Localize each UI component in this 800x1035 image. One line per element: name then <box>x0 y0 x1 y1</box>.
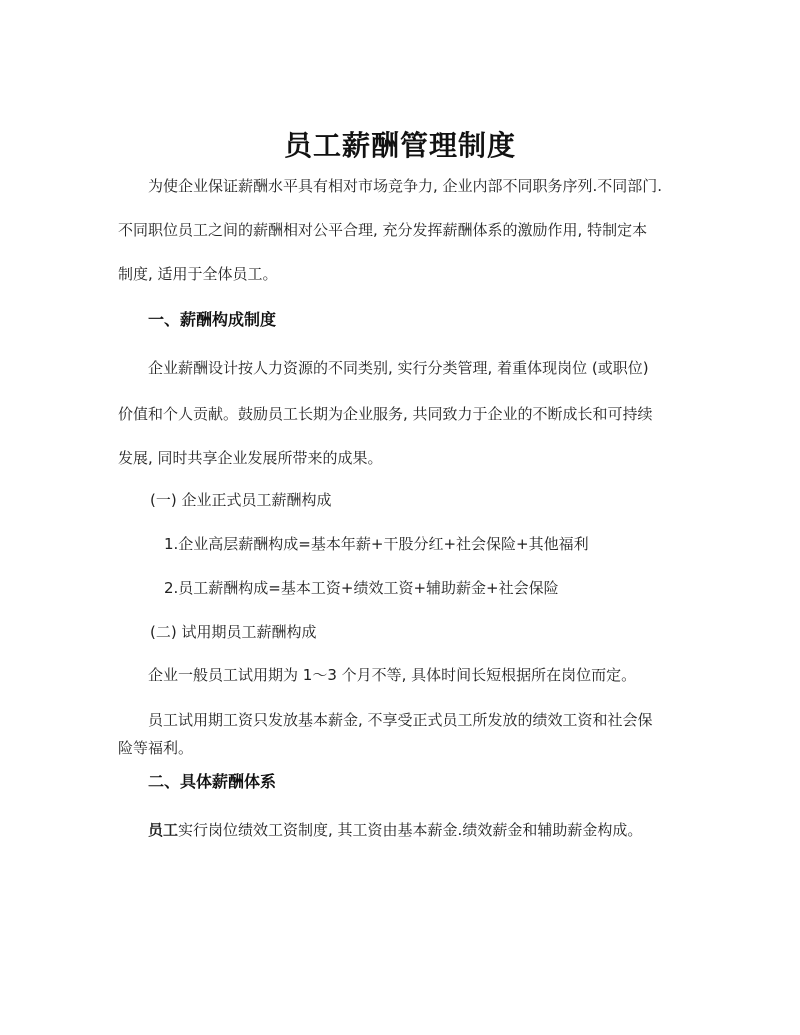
sub1-heading: (一) 企业正式员工薪酬构成 <box>150 491 332 509</box>
section1-heading: 一、薪酬构成制度 <box>148 310 277 329</box>
section2-heading: 二、具体薪酬体系 <box>148 772 277 791</box>
section2-text: 实行岗位绩效工资制度, 其工资由基本薪金.绩效薪金和辅助薪金构成。 <box>178 821 643 839</box>
sub1-item-1: 1.企业高层薪酬构成=基本年薪+干股分红+社会保险+其他福利 <box>164 535 589 553</box>
section2-lead-bold: 员工 <box>148 821 179 839</box>
section1-para-line-2: 价值和个人贡献。鼓励员工长期为企业服务, 共同致力于企业的不断成长和可持续 <box>118 405 653 423</box>
sub2-paragraph-2-line-2: 险等福利。 <box>118 739 194 757</box>
section2-paragraph <box>148 820 642 840</box>
section1-para-line-3: 发展, 同时共享企业发展所带来的成果。 <box>118 449 383 467</box>
document-title: 员工薪酬管理制度 <box>283 129 516 162</box>
sub2-paragraph-2-line-1: 员工试用期工资只发放基本薪金, 不享受正式员工所发放的绩效工资和社会保 <box>148 711 653 729</box>
sub2-heading: (二) 试用期员工薪酬构成 <box>150 623 317 641</box>
section1-para-line-1: 企业薪酬设计按人力资源的不同类别, 实行分类管理, 着重体现岗位 (或职位) <box>148 359 649 377</box>
intro-line-2: 不同职位员工之间的薪酬相对公平合理, 充分发挥薪酬体系的激励作用, 特制定本 <box>118 221 648 239</box>
sub2-paragraph-1: 企业一般员工试用期为 1～3 个月不等, 具体时间长短根据所在岗位而定。 <box>148 666 637 684</box>
intro-line-1: 为使企业保证薪酬水平具有相对市场竞争力, 企业内部不同职务序列.不同部门. <box>148 177 663 195</box>
sub1-item-2: 2.员工薪酬构成=基本工资+绩效工资+辅助薪金+社会保险 <box>164 579 559 597</box>
intro-line-3: 制度, 适用于全体员工。 <box>118 265 278 283</box>
